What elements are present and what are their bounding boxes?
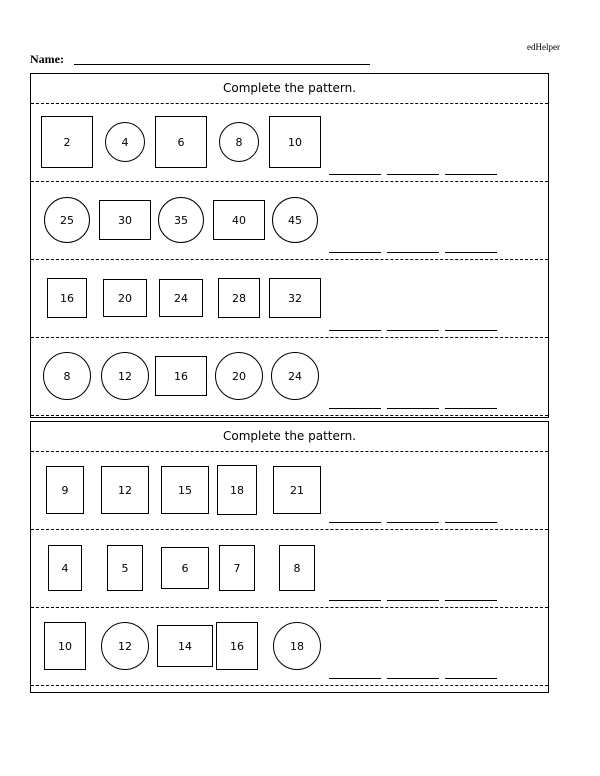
pattern-square: 10 bbox=[44, 622, 86, 670]
answer-blank[interactable] bbox=[329, 600, 381, 601]
pattern-square: 14 bbox=[157, 625, 213, 667]
brand-label: edHelper bbox=[527, 42, 560, 52]
pattern-square: 18 bbox=[217, 465, 257, 515]
answer-blank[interactable] bbox=[445, 408, 497, 409]
answer-blank[interactable] bbox=[329, 174, 381, 175]
pattern-row bbox=[31, 103, 548, 181]
pattern-square: 6 bbox=[155, 116, 207, 168]
pattern-square: 30 bbox=[99, 200, 151, 240]
answer-blank[interactable] bbox=[387, 252, 439, 253]
pattern-square: 15 bbox=[161, 466, 209, 514]
answer-blank[interactable] bbox=[445, 678, 497, 679]
answer-blank[interactable] bbox=[445, 522, 497, 523]
pattern-circle: 20 bbox=[215, 352, 263, 400]
pattern-circle: 24 bbox=[271, 352, 319, 400]
pattern-row bbox=[31, 337, 548, 415]
answer-blank[interactable] bbox=[329, 678, 381, 679]
answer-blank[interactable] bbox=[387, 522, 439, 523]
answer-blank[interactable] bbox=[387, 408, 439, 409]
pattern-square: 40 bbox=[213, 200, 265, 240]
name-input-line[interactable] bbox=[74, 64, 370, 65]
pattern-square: 16 bbox=[216, 622, 258, 670]
pattern-square: 16 bbox=[47, 278, 87, 318]
pattern-row bbox=[31, 451, 548, 529]
pattern-square: 7 bbox=[219, 545, 255, 591]
pattern-square: 5 bbox=[107, 545, 143, 591]
answer-blank[interactable] bbox=[445, 330, 497, 331]
pattern-circle: 8 bbox=[219, 122, 259, 162]
pattern-square: 24 bbox=[159, 279, 203, 317]
pattern-row bbox=[31, 529, 548, 607]
section-title: Complete the pattern. bbox=[222, 429, 357, 443]
answer-blank[interactable] bbox=[387, 600, 439, 601]
pattern-circle: 12 bbox=[101, 622, 149, 670]
answer-blank[interactable] bbox=[445, 252, 497, 253]
answer-blank[interactable] bbox=[445, 174, 497, 175]
pattern-row bbox=[31, 181, 548, 259]
pattern-circle: 45 bbox=[272, 197, 318, 243]
answer-blank[interactable] bbox=[329, 522, 381, 523]
pattern-square: 28 bbox=[218, 278, 260, 318]
pattern-square: 9 bbox=[46, 466, 84, 514]
pattern-square: 16 bbox=[155, 356, 207, 396]
pattern-row bbox=[31, 607, 548, 685]
pattern-square: 4 bbox=[48, 545, 82, 591]
answer-blank[interactable] bbox=[387, 678, 439, 679]
name-label: Name: bbox=[30, 52, 64, 66]
section-title: Complete the pattern. bbox=[222, 81, 357, 95]
answer-blank[interactable] bbox=[387, 174, 439, 175]
pattern-circle: 12 bbox=[101, 352, 149, 400]
pattern-square: 32 bbox=[269, 278, 321, 318]
pattern-circle: 4 bbox=[105, 122, 145, 162]
pattern-section-1 bbox=[30, 73, 549, 418]
row-divider bbox=[31, 685, 548, 686]
answer-blank[interactable] bbox=[329, 330, 381, 331]
pattern-square: 10 bbox=[269, 116, 321, 168]
answer-blank[interactable] bbox=[329, 252, 381, 253]
row-divider bbox=[31, 415, 548, 416]
pattern-section-2 bbox=[30, 421, 549, 693]
answer-blank[interactable] bbox=[445, 600, 497, 601]
pattern-circle: 18 bbox=[273, 622, 321, 670]
pattern-square: 21 bbox=[273, 466, 321, 514]
pattern-circle: 8 bbox=[43, 352, 91, 400]
answer-blank[interactable] bbox=[329, 408, 381, 409]
answer-blank[interactable] bbox=[387, 330, 439, 331]
name-row bbox=[30, 52, 370, 68]
pattern-square: 20 bbox=[103, 279, 147, 317]
pattern-circle: 35 bbox=[158, 197, 204, 243]
pattern-circle: 25 bbox=[44, 197, 90, 243]
pattern-square: 12 bbox=[101, 466, 149, 514]
pattern-row bbox=[31, 259, 548, 337]
pattern-square: 8 bbox=[279, 545, 315, 591]
pattern-square: 6 bbox=[161, 547, 209, 589]
pattern-square: 2 bbox=[41, 116, 93, 168]
